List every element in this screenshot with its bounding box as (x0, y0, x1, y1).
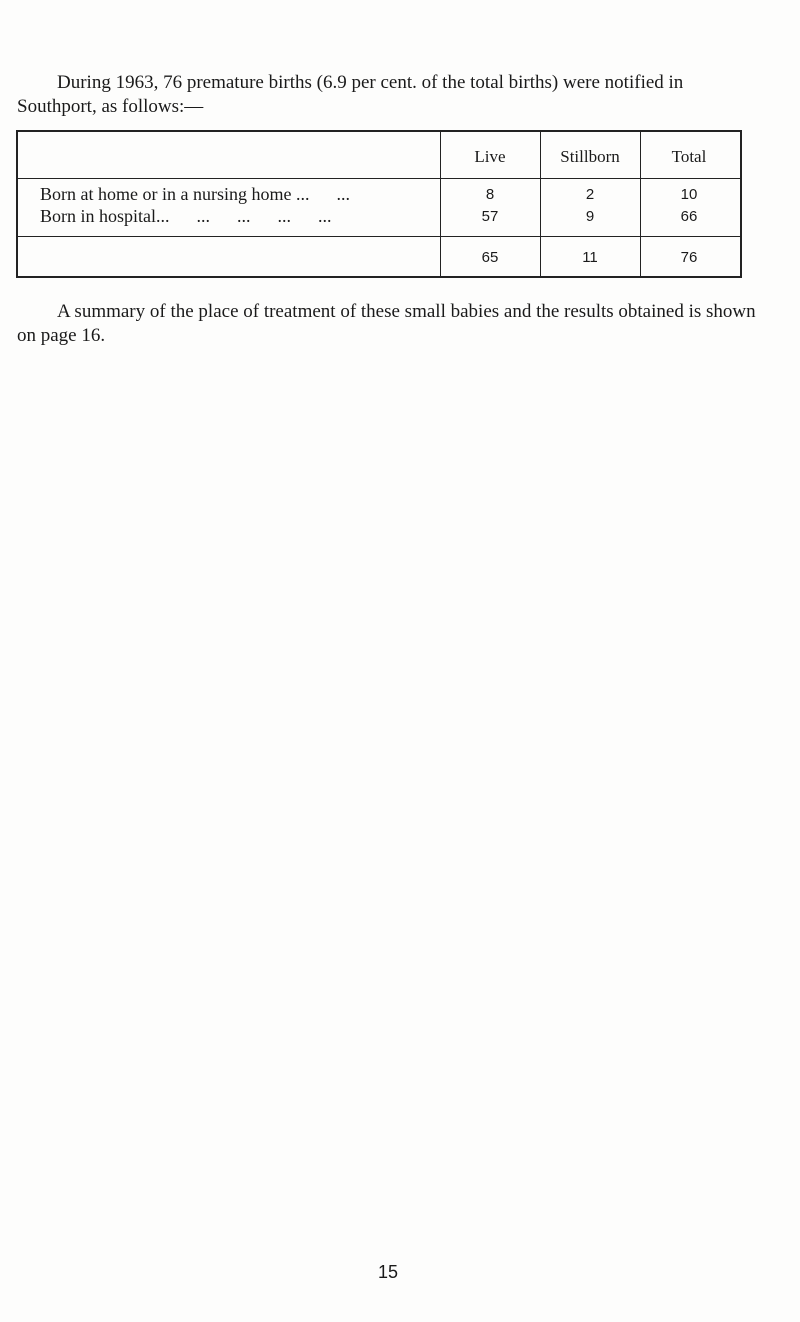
column-header-total: Total (671, 147, 707, 166)
column-header-stillborn: Stillborn (560, 147, 620, 166)
cell-hospital-total: 66 (680, 208, 698, 225)
page-number: 15 (377, 1262, 399, 1282)
header-divider (18, 178, 740, 179)
cell-home-live: 8 (485, 186, 495, 203)
column-header-live: Live (474, 147, 506, 166)
cell-home-stillborn: 2 (585, 186, 595, 203)
row-label-hospital: Born in hospital... ... ... ... ... (40, 206, 332, 226)
cell-home-total: 10 (680, 186, 698, 203)
cell-total-total: 76 (680, 249, 698, 266)
cell-total-stillborn: 11 (582, 249, 598, 266)
totals-divider (18, 236, 740, 237)
summary-paragraph: A summary of the place of treatment of these small babies and the results obtained is shown on page 16. (17, 301, 756, 346)
cell-hospital-live: 57 (481, 208, 499, 225)
row-label-home: Born at home or in a nursing home ... ... (40, 184, 350, 204)
cell-hospital-stillborn: 9 (585, 208, 595, 225)
premature-births-table (16, 130, 742, 278)
cell-total-live: 65 (481, 249, 499, 266)
intro-paragraph: During 1963, 76 premature births (6.9 per cent. of the total births) were notified in Southport, as follows:— (17, 72, 684, 117)
